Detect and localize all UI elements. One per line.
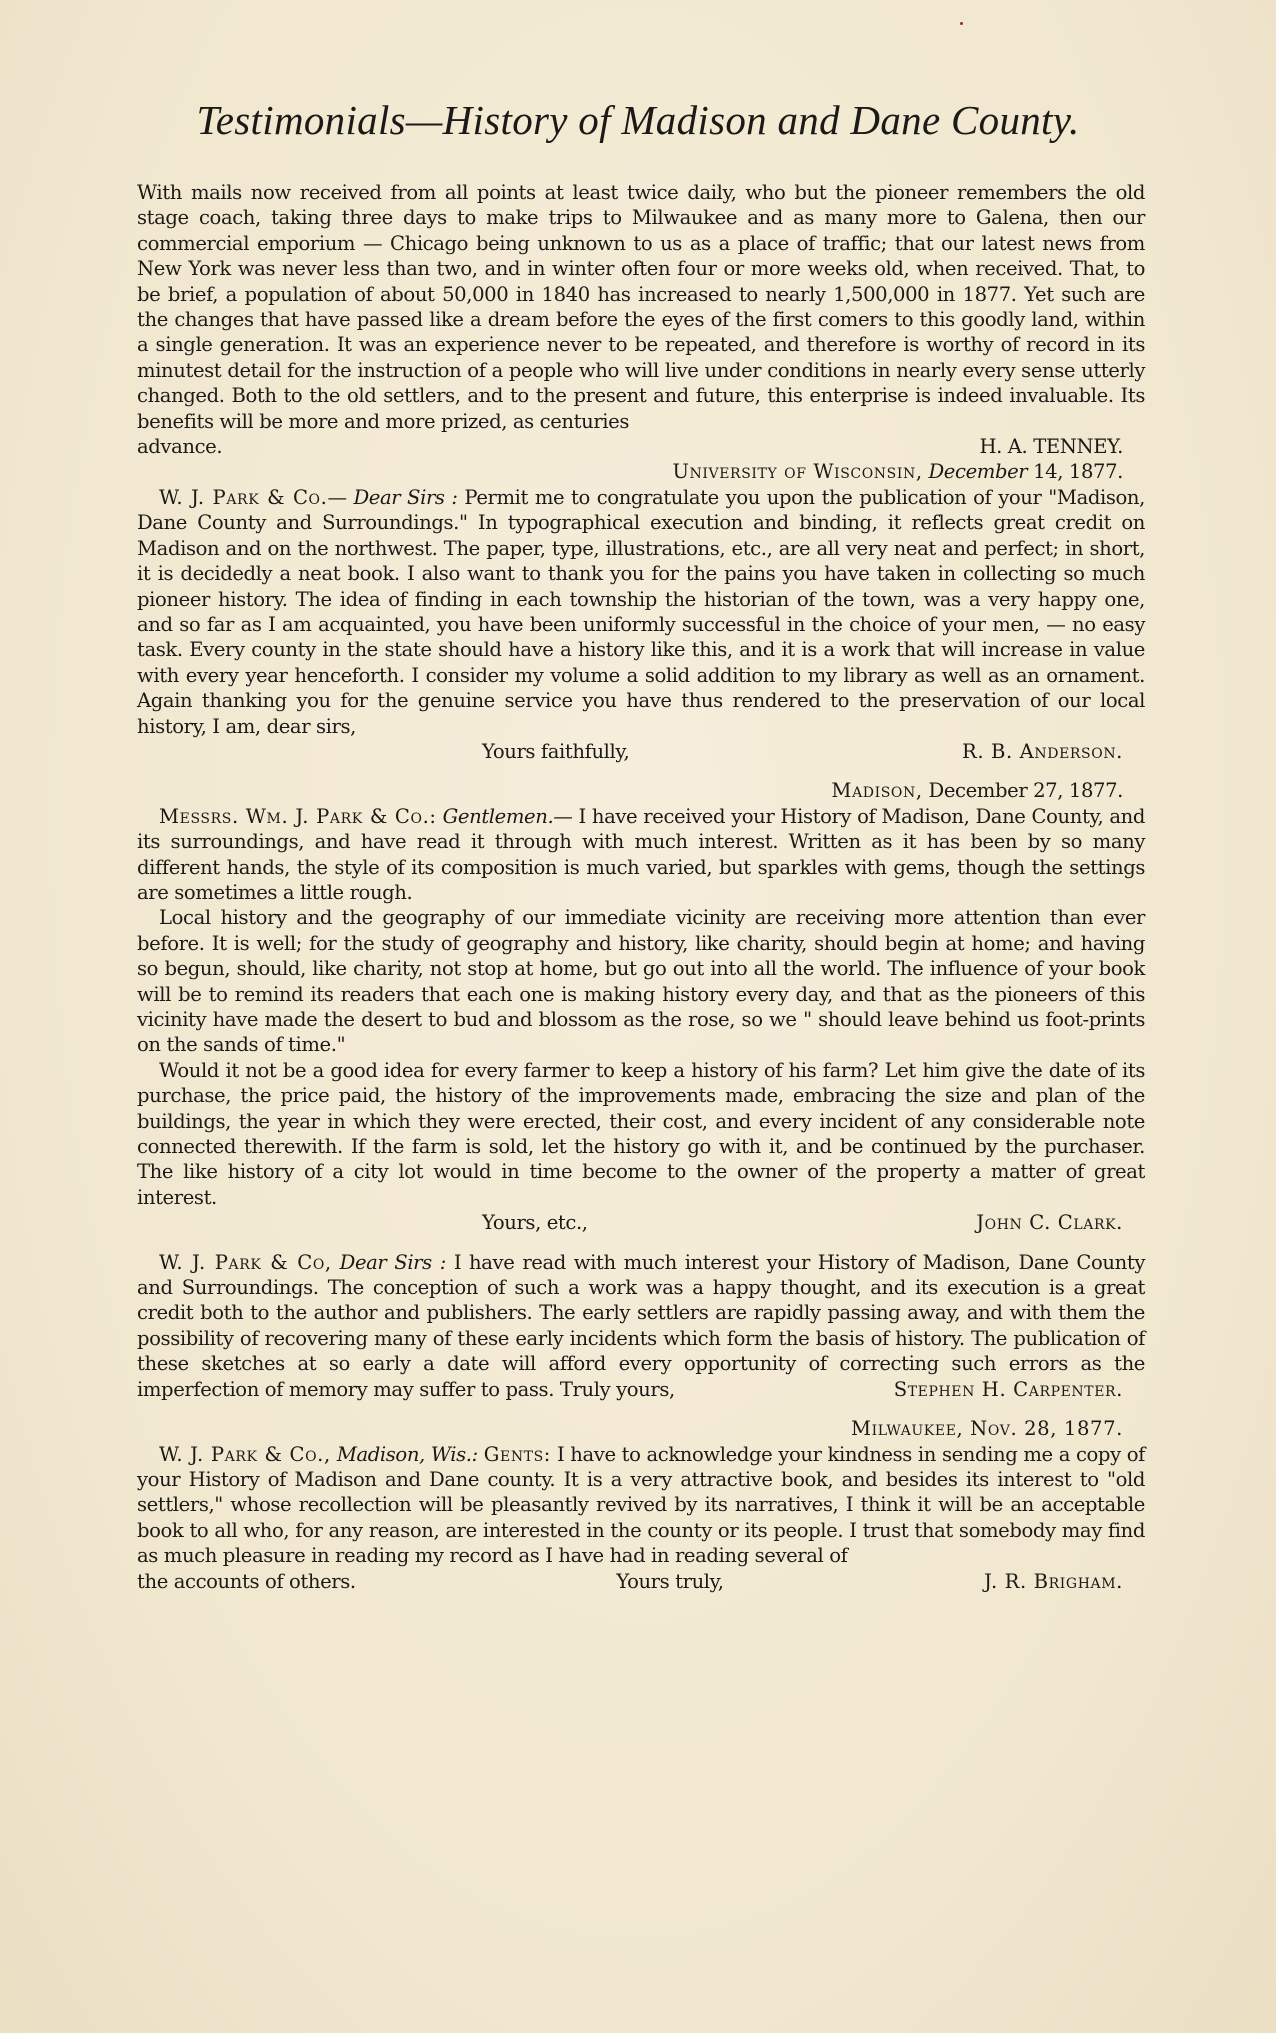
ink-speck: [960, 22, 963, 25]
salutation: Gents:: [483, 1442, 552, 1466]
signature: Stephen H. Carpenter.: [893, 1377, 1123, 1401]
dateline-date: December: [928, 460, 1028, 484]
place: Madison, Wis.:: [336, 1442, 478, 1466]
page-title: Testimonials—History of Madison and Dane County.: [196, 97, 1080, 143]
letter-body: — I have received your History of Madison, Dane County, and its surroundings, and have read it through with much interest. Written as it has been by so many different hands, the style of its composition is much varied, but sparkles with gems, though the settings are sometimes a little rough.: [137, 804, 1145, 904]
closing: Yours, etc.,: [482, 1211, 588, 1235]
addressee: W. J. Park & Co,: [159, 1250, 332, 1274]
letter-body: With mails now received from all points at least twice daily, who but the pioneer remembers the old stage coach, taking three days to make trips to Milwaukee and as many more to Galena, then our commercial emporium — Chicago being unknown to us as a place of traffic; that our latest news from New York was never less than two, and in winter often four or more weeks old, when received. That, to be brief, a population of about 50,000 in 1840 has increased to nearly 1,500,000 in 1877. Yet such are the changes that have passed like a dream before the eyes of the first comers to this goodly land, within a single generation. It was an experience never to be repeated, and therefore is worthy of record in its minutest detail for the instruction of a people who will live under conditions in nearly every sense utterly changed. Both to the old settlers, and to the present and future, this enterprise is indeed invaluable. Its benefits will be more and more prized, as centuries: [137, 181, 1145, 433]
letter-paragraph: [137, 1250, 1145, 1402]
letter-clark: [137, 778, 1145, 1235]
dateline-place: Madison,: [831, 779, 923, 803]
letter-body: I have read with much interest your History of Madison, Dane County and Surroundings. The conception of such a work was a happy thought, and its execution is a great credit both to the author and publishers. The early settlers are rapidly passing away, and with them the possibility of recovering many of these early incidents which form the basis of history. The publication of these sketches at so early a date will afford every opportunity of correcting such errors as the imperfection of memory may suffer to pass. Truly yours,: [137, 1250, 1145, 1401]
letter-paragraph: [137, 1442, 1145, 1569]
signature: John C. Clark.: [976, 1211, 1123, 1235]
dateline-date: December 27, 1877.: [928, 779, 1123, 803]
addressee: W. J. Park & Co.: [159, 485, 328, 509]
letter-brigham: [137, 1416, 1145, 1594]
letter-paragraph: Local history and the geography of our immediate vicinity are receiving more attention than ever before. It is well; for the study of geography and history, like charity, should begin at home; and having so begun, should, like charity, not stop at home, but go out into all the world. The influence of your book will be to remind its readers that each one is making history every day, and that as the pioneers of this vicinity have made the desert to bud and blossom as the rose, so we " should leave behind us foot-prints on the sands of time.": [137, 906, 1145, 1057]
signature: R. B. Anderson.: [962, 739, 1123, 763]
addressee: W. J. Park & Co.,: [159, 1442, 331, 1466]
letter-tenney: [137, 180, 1145, 459]
dateline-place: University of Wisconsin,: [672, 460, 923, 484]
letter-carpenter: [137, 1250, 1145, 1402]
letter-body: I have to acknowledge your kindness in sending me a copy of your History of Madison and Dane county. It is a very attractive book, and besides its interest to "old settlers," whose recollection will be pleasantly revived by its narratives, I think it will be an acceptable book to all who, for any reason, are interested in the county or its people. I trust that somebody may find as much pleasure in reading my record as I have had in reading several of: [137, 1442, 1145, 1568]
letter-paragraph: [137, 485, 1145, 739]
salutation: — Dear Sirs :: [327, 485, 458, 509]
dateline: [137, 459, 1123, 484]
dateline-year: 14, 1877.: [1033, 460, 1123, 484]
testimonials-column: [137, 180, 1145, 1594]
salutation: Dear Sirs :: [339, 1250, 446, 1274]
closing: Yours faithfully,: [482, 739, 630, 763]
signature: H. A. TENNEY.: [979, 435, 1123, 459]
dateline: [137, 778, 1123, 803]
dateline: Milwaukee, Nov. 28, 1877.: [850, 1417, 1123, 1441]
addressee: Messrs. Wm. J. Park & Co.:: [159, 804, 437, 828]
closing: Yours truly,: [616, 1569, 724, 1593]
signature: J. R. Brigham.: [984, 1569, 1123, 1593]
letter-paragraph: [137, 804, 1145, 906]
letter-anderson: [137, 459, 1145, 764]
letter-body: Permit me to congratulate you upon the publication of your "Madison, Dane County and Surroundings." In typographical execution and binding, it reflects great credit on Madison and on the northwest. The paper, type, illustrations, etc., are all very neat and perfect; in short, it is decidedly a neat book. I also want to thank you for the pains you have taken in collecting so much pioneer history. The idea of finding in each township the historian of the town, was a very happy one, and so far as I am acquainted, you have been uniformly successful in the choice of your men, — no easy task. Every county in the state should have a history like this, and it is a work that will increase in value with every year henceforth. I consider my volume a solid addition to my library as well as an ornament. Again thanking you for the genuine service you have thus rendered to the preservation of our local history, I am, dear sirs,: [137, 485, 1145, 738]
salutation: Gentlemen.: [442, 804, 554, 828]
letter-paragraph: Would it not be a good idea for every farmer to keep a history of his farm? Let him give the date of its purchase, the price paid, the history of the improvements made, embracing the size and plan of the buildings, the year in which they were erected, their cost, and every incident of any considerable note connected therewith. If the farm is sold, let the history go with it, and be continued by the purchaser. The like history of a city lot would in time become to the owner of the property a matter of great interest.: [137, 1058, 1145, 1209]
letter-last-line: the accounts of others.: [137, 1569, 356, 1593]
letter-last-line: advance.: [137, 435, 223, 459]
